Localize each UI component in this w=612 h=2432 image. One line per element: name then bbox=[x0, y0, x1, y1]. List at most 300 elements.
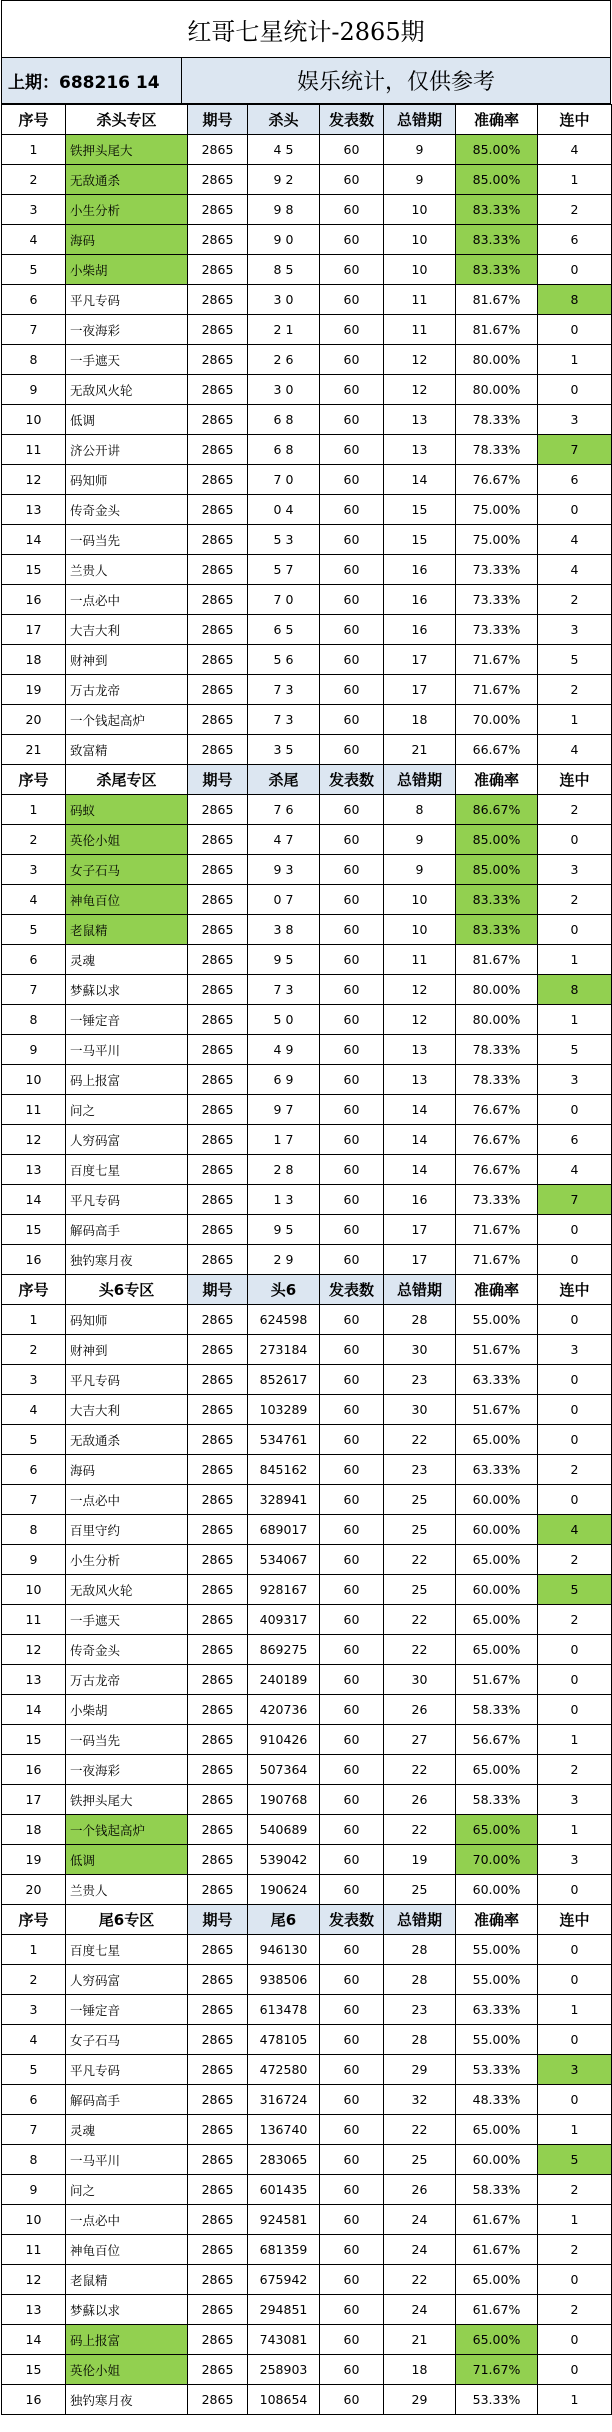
stats-table bbox=[1, 104, 612, 2415]
header-name: 头6专区 bbox=[66, 1275, 188, 1305]
cell-name: 财神到 bbox=[66, 1335, 188, 1365]
cell-index: 20 bbox=[2, 705, 66, 735]
cell-pick: 5 0 bbox=[248, 1005, 320, 1035]
cell-posts: 60 bbox=[320, 1785, 384, 1815]
cell-name: 英伦小姐 bbox=[66, 2355, 188, 2385]
cell-pick: 681359 bbox=[248, 2235, 320, 2265]
cell-index: 4 bbox=[2, 885, 66, 915]
cell-streak: 3 bbox=[538, 1335, 612, 1365]
cell-streak: 0 bbox=[538, 1095, 612, 1125]
cell-accuracy: 65.00% bbox=[456, 1605, 538, 1635]
cell-name: 小生分析 bbox=[66, 1545, 188, 1575]
table-row bbox=[2, 2325, 612, 2355]
cell-misses: 16 bbox=[384, 615, 456, 645]
cell-accuracy: 60.00% bbox=[456, 1485, 538, 1515]
cell-name: 一手遮天 bbox=[66, 345, 188, 375]
cell-streak: 0 bbox=[538, 1245, 612, 1275]
cell-posts: 60 bbox=[320, 885, 384, 915]
cell-index: 6 bbox=[2, 945, 66, 975]
cell-name: 小生分析 bbox=[66, 195, 188, 225]
table-row bbox=[2, 345, 612, 375]
cell-posts: 60 bbox=[320, 1245, 384, 1275]
cell-pick: 273184 bbox=[248, 1335, 320, 1365]
cell-issue: 2865 bbox=[188, 1215, 248, 1245]
table-row bbox=[2, 585, 612, 615]
cell-name: 一夜海彩 bbox=[66, 1755, 188, 1785]
header-index: 序号 bbox=[2, 1275, 66, 1305]
cell-accuracy: 58.33% bbox=[456, 1695, 538, 1725]
cell-misses: 15 bbox=[384, 525, 456, 555]
cell-streak: 3 bbox=[538, 1065, 612, 1095]
cell-misses: 18 bbox=[384, 2355, 456, 2385]
cell-misses: 22 bbox=[384, 1605, 456, 1635]
cell-name: 灵魂 bbox=[66, 945, 188, 975]
cell-misses: 14 bbox=[384, 465, 456, 495]
cell-streak: 0 bbox=[538, 915, 612, 945]
cell-index: 3 bbox=[2, 195, 66, 225]
cell-streak: 0 bbox=[538, 1635, 612, 1665]
cell-name: 平凡专码 bbox=[66, 1365, 188, 1395]
cell-streak: 0 bbox=[538, 1935, 612, 1965]
cell-index: 5 bbox=[2, 255, 66, 285]
cell-index: 20 bbox=[2, 1875, 66, 1905]
cell-pick: 507364 bbox=[248, 1755, 320, 1785]
table-row bbox=[2, 1365, 612, 1395]
cell-pick: 675942 bbox=[248, 2265, 320, 2295]
cell-streak: 2 bbox=[538, 2175, 612, 2205]
table-row bbox=[2, 2385, 612, 2415]
cell-posts: 60 bbox=[320, 555, 384, 585]
cell-posts: 60 bbox=[320, 1755, 384, 1785]
cell-misses: 30 bbox=[384, 1665, 456, 1695]
cell-streak: 2 bbox=[538, 2295, 612, 2325]
table-row bbox=[2, 2175, 612, 2205]
cell-name: 一手遮天 bbox=[66, 1605, 188, 1635]
cell-accuracy: 86.67% bbox=[456, 795, 538, 825]
cell-pick: 3 0 bbox=[248, 375, 320, 405]
cell-misses: 9 bbox=[384, 165, 456, 195]
table-row bbox=[2, 2025, 612, 2055]
cell-name: 传奇金头 bbox=[66, 495, 188, 525]
cell-posts: 60 bbox=[320, 1515, 384, 1545]
cell-name: 一马平川 bbox=[66, 1035, 188, 1065]
cell-posts: 60 bbox=[320, 1725, 384, 1755]
table-row bbox=[2, 135, 612, 165]
cell-posts: 60 bbox=[320, 2055, 384, 2085]
cell-index: 11 bbox=[2, 435, 66, 465]
table-row bbox=[2, 285, 612, 315]
cell-pick: 6 5 bbox=[248, 615, 320, 645]
cell-posts: 60 bbox=[320, 1605, 384, 1635]
cell-issue: 2865 bbox=[188, 1755, 248, 1785]
cell-index: 9 bbox=[2, 1035, 66, 1065]
cell-streak: 0 bbox=[538, 1875, 612, 1905]
cell-streak: 0 bbox=[538, 1215, 612, 1245]
cell-index: 3 bbox=[2, 1365, 66, 1395]
cell-index: 9 bbox=[2, 2175, 66, 2205]
cell-pick: 240189 bbox=[248, 1665, 320, 1695]
cell-index: 13 bbox=[2, 2295, 66, 2325]
cell-issue: 2865 bbox=[188, 1515, 248, 1545]
cell-index: 13 bbox=[2, 495, 66, 525]
cell-issue: 2865 bbox=[188, 1695, 248, 1725]
cell-issue: 2865 bbox=[188, 1725, 248, 1755]
cell-streak: 3 bbox=[538, 2055, 612, 2085]
cell-name: 英伦小姐 bbox=[66, 825, 188, 855]
cell-pick: 4 5 bbox=[248, 135, 320, 165]
section-header-row bbox=[2, 1275, 612, 1305]
table-row bbox=[2, 525, 612, 555]
cell-name: 码知师 bbox=[66, 465, 188, 495]
cell-streak: 0 bbox=[538, 1365, 612, 1395]
cell-streak: 1 bbox=[538, 2205, 612, 2235]
cell-pick: 534761 bbox=[248, 1425, 320, 1455]
cell-pick: 328941 bbox=[248, 1485, 320, 1515]
cell-pick: 190624 bbox=[248, 1875, 320, 1905]
cell-streak: 0 bbox=[538, 315, 612, 345]
cell-pick: 5 3 bbox=[248, 525, 320, 555]
cell-issue: 2865 bbox=[188, 1875, 248, 1905]
header-posts: 发表数 bbox=[320, 765, 384, 795]
cell-index: 8 bbox=[2, 2145, 66, 2175]
cell-index: 16 bbox=[2, 2385, 66, 2415]
cell-posts: 60 bbox=[320, 1485, 384, 1515]
cell-streak: 1 bbox=[538, 1005, 612, 1035]
header-issue: 期号 bbox=[188, 765, 248, 795]
cell-streak: 0 bbox=[538, 1965, 612, 1995]
cell-misses: 28 bbox=[384, 1935, 456, 1965]
cell-accuracy: 83.33% bbox=[456, 255, 538, 285]
cell-accuracy: 65.00% bbox=[456, 1635, 538, 1665]
table-row bbox=[2, 2085, 612, 2115]
cell-misses: 10 bbox=[384, 915, 456, 945]
cell-accuracy: 83.33% bbox=[456, 195, 538, 225]
cell-accuracy: 53.33% bbox=[456, 2055, 538, 2085]
cell-index: 7 bbox=[2, 2115, 66, 2145]
cell-index: 15 bbox=[2, 555, 66, 585]
cell-index: 14 bbox=[2, 1185, 66, 1215]
header-misses: 总错期 bbox=[384, 1275, 456, 1305]
cell-issue: 2865 bbox=[188, 2325, 248, 2355]
cell-pick: 9 2 bbox=[248, 165, 320, 195]
cell-name: 一个钱起高炉 bbox=[66, 1815, 188, 1845]
cell-streak: 7 bbox=[538, 435, 612, 465]
cell-misses: 26 bbox=[384, 1785, 456, 1815]
cell-name: 一马平川 bbox=[66, 2145, 188, 2175]
table-row bbox=[2, 1965, 612, 1995]
cell-accuracy: 81.67% bbox=[456, 315, 538, 345]
cell-streak: 2 bbox=[538, 195, 612, 225]
cell-accuracy: 80.00% bbox=[456, 375, 538, 405]
cell-misses: 22 bbox=[384, 1755, 456, 1785]
cell-index: 2 bbox=[2, 825, 66, 855]
cell-misses: 12 bbox=[384, 1005, 456, 1035]
cell-issue: 2865 bbox=[188, 2265, 248, 2295]
last-issue-result: 上期：688216 14 bbox=[2, 58, 182, 103]
cell-issue: 2865 bbox=[188, 1935, 248, 1965]
cell-accuracy: 53.33% bbox=[456, 2385, 538, 2415]
cell-streak: 1 bbox=[538, 945, 612, 975]
cell-pick: 910426 bbox=[248, 1725, 320, 1755]
cell-pick: 5 6 bbox=[248, 645, 320, 675]
cell-streak: 1 bbox=[538, 345, 612, 375]
cell-pick: 6 8 bbox=[248, 435, 320, 465]
table-row bbox=[2, 2055, 612, 2085]
cell-accuracy: 63.33% bbox=[456, 1455, 538, 1485]
table-row bbox=[2, 705, 612, 735]
cell-name: 万古龙帝 bbox=[66, 675, 188, 705]
cell-misses: 24 bbox=[384, 2205, 456, 2235]
cell-misses: 17 bbox=[384, 645, 456, 675]
table-row bbox=[2, 1485, 612, 1515]
cell-streak: 3 bbox=[538, 1845, 612, 1875]
cell-name: 一个钱起高炉 bbox=[66, 705, 188, 735]
cell-name: 兰贵人 bbox=[66, 555, 188, 585]
cell-index: 7 bbox=[2, 1485, 66, 1515]
cell-posts: 60 bbox=[320, 495, 384, 525]
cell-issue: 2865 bbox=[188, 1605, 248, 1635]
cell-accuracy: 65.00% bbox=[456, 1425, 538, 1455]
cell-issue: 2865 bbox=[188, 2115, 248, 2145]
table-row bbox=[2, 2235, 612, 2265]
cell-index: 6 bbox=[2, 2085, 66, 2115]
cell-index: 9 bbox=[2, 375, 66, 405]
cell-name: 老鼠精 bbox=[66, 915, 188, 945]
cell-misses: 13 bbox=[384, 1065, 456, 1095]
cell-posts: 60 bbox=[320, 1425, 384, 1455]
header-pick: 头6 bbox=[248, 1275, 320, 1305]
table-row bbox=[2, 1215, 612, 1245]
cell-posts: 60 bbox=[320, 1635, 384, 1665]
cell-misses: 12 bbox=[384, 345, 456, 375]
cell-streak: 2 bbox=[538, 1605, 612, 1635]
table-row bbox=[2, 465, 612, 495]
cell-index: 16 bbox=[2, 1755, 66, 1785]
cell-accuracy: 66.67% bbox=[456, 735, 538, 765]
cell-posts: 60 bbox=[320, 1935, 384, 1965]
cell-accuracy: 55.00% bbox=[456, 1305, 538, 1335]
table-row bbox=[2, 855, 612, 885]
cell-posts: 60 bbox=[320, 1965, 384, 1995]
cell-pick: 9 5 bbox=[248, 1215, 320, 1245]
cell-accuracy: 78.33% bbox=[456, 435, 538, 465]
cell-pick: 7 0 bbox=[248, 585, 320, 615]
cell-streak: 4 bbox=[538, 135, 612, 165]
table-row bbox=[2, 1875, 612, 1905]
header-posts: 发表数 bbox=[320, 1905, 384, 1935]
cell-pick: 9 7 bbox=[248, 1095, 320, 1125]
cell-issue: 2865 bbox=[188, 885, 248, 915]
cell-index: 13 bbox=[2, 1665, 66, 1695]
cell-misses: 18 bbox=[384, 705, 456, 735]
cell-pick: 2 8 bbox=[248, 1155, 320, 1185]
cell-pick: 258903 bbox=[248, 2355, 320, 2385]
cell-misses: 23 bbox=[384, 1365, 456, 1395]
table-row bbox=[2, 1395, 612, 1425]
cell-streak: 2 bbox=[538, 675, 612, 705]
cell-streak: 2 bbox=[538, 795, 612, 825]
cell-pick: 409317 bbox=[248, 1605, 320, 1635]
cell-pick: 472580 bbox=[248, 2055, 320, 2085]
cell-accuracy: 58.33% bbox=[456, 1785, 538, 1815]
cell-posts: 60 bbox=[320, 975, 384, 1005]
cell-name: 独钓寒月夜 bbox=[66, 1245, 188, 1275]
cell-posts: 60 bbox=[320, 1065, 384, 1095]
cell-posts: 60 bbox=[320, 2295, 384, 2325]
cell-misses: 29 bbox=[384, 2385, 456, 2415]
cell-posts: 60 bbox=[320, 1815, 384, 1845]
cell-posts: 60 bbox=[320, 315, 384, 345]
cell-misses: 16 bbox=[384, 555, 456, 585]
header-index: 序号 bbox=[2, 765, 66, 795]
header-issue: 期号 bbox=[188, 105, 248, 135]
cell-issue: 2865 bbox=[188, 2295, 248, 2325]
cell-posts: 60 bbox=[320, 375, 384, 405]
cell-pick: 2 9 bbox=[248, 1245, 320, 1275]
cell-posts: 60 bbox=[320, 2145, 384, 2175]
cell-index: 15 bbox=[2, 2355, 66, 2385]
section-header-row bbox=[2, 1905, 612, 1935]
table-row bbox=[2, 615, 612, 645]
cell-accuracy: 60.00% bbox=[456, 2145, 538, 2175]
cell-misses: 28 bbox=[384, 1965, 456, 1995]
cell-name: 无敌风火轮 bbox=[66, 375, 188, 405]
cell-name: 铁押头尾大 bbox=[66, 1785, 188, 1815]
table-row bbox=[2, 2265, 612, 2295]
cell-name: 一码当先 bbox=[66, 525, 188, 555]
cell-pick: 613478 bbox=[248, 1995, 320, 2025]
table-row bbox=[2, 795, 612, 825]
header-pick: 杀头 bbox=[248, 105, 320, 135]
cell-pick: 190768 bbox=[248, 1785, 320, 1815]
cell-streak: 4 bbox=[538, 525, 612, 555]
cell-issue: 2865 bbox=[188, 2085, 248, 2115]
cell-accuracy: 73.33% bbox=[456, 555, 538, 585]
cell-index: 2 bbox=[2, 1965, 66, 1995]
cell-accuracy: 75.00% bbox=[456, 495, 538, 525]
cell-issue: 2865 bbox=[188, 315, 248, 345]
table-row bbox=[2, 1155, 612, 1185]
cell-posts: 60 bbox=[320, 2235, 384, 2265]
cell-pick: 601435 bbox=[248, 2175, 320, 2205]
cell-name: 大吉大利 bbox=[66, 615, 188, 645]
cell-name: 梦蘇以求 bbox=[66, 2295, 188, 2325]
cell-posts: 60 bbox=[320, 2175, 384, 2205]
cell-misses: 22 bbox=[384, 2265, 456, 2295]
cell-posts: 60 bbox=[320, 825, 384, 855]
cell-misses: 27 bbox=[384, 1725, 456, 1755]
cell-issue: 2865 bbox=[188, 1965, 248, 1995]
cell-misses: 22 bbox=[384, 2115, 456, 2145]
cell-posts: 60 bbox=[320, 915, 384, 945]
cell-name: 大吉大利 bbox=[66, 1395, 188, 1425]
cell-accuracy: 60.00% bbox=[456, 1575, 538, 1605]
table-row bbox=[2, 1035, 612, 1065]
cell-misses: 32 bbox=[384, 2085, 456, 2115]
cell-issue: 2865 bbox=[188, 525, 248, 555]
cell-accuracy: 58.33% bbox=[456, 2175, 538, 2205]
cell-pick: 108654 bbox=[248, 2385, 320, 2415]
cell-pick: 534067 bbox=[248, 1545, 320, 1575]
cell-streak: 0 bbox=[538, 375, 612, 405]
cell-name: 神龟百位 bbox=[66, 2235, 188, 2265]
cell-issue: 2865 bbox=[188, 495, 248, 525]
cell-streak: 3 bbox=[538, 615, 612, 645]
header-misses: 总错期 bbox=[384, 1905, 456, 1935]
header-posts: 发表数 bbox=[320, 1275, 384, 1305]
cell-posts: 60 bbox=[320, 615, 384, 645]
cell-accuracy: 75.00% bbox=[456, 525, 538, 555]
cell-misses: 10 bbox=[384, 885, 456, 915]
cell-pick: 294851 bbox=[248, 2295, 320, 2325]
cell-streak: 4 bbox=[538, 1515, 612, 1545]
table-row bbox=[2, 1935, 612, 1965]
cell-index: 7 bbox=[2, 975, 66, 1005]
header-index: 序号 bbox=[2, 105, 66, 135]
cell-name: 独钓寒月夜 bbox=[66, 2385, 188, 2415]
cell-pick: 938506 bbox=[248, 1965, 320, 1995]
cell-streak: 0 bbox=[538, 1665, 612, 1695]
cell-streak: 1 bbox=[538, 1815, 612, 1845]
header-issue: 期号 bbox=[188, 1905, 248, 1935]
cell-posts: 60 bbox=[320, 585, 384, 615]
cell-accuracy: 83.33% bbox=[456, 915, 538, 945]
cell-misses: 23 bbox=[384, 1455, 456, 1485]
cell-index: 21 bbox=[2, 735, 66, 765]
table-row bbox=[2, 1725, 612, 1755]
cell-streak: 1 bbox=[538, 705, 612, 735]
cell-streak: 3 bbox=[538, 1785, 612, 1815]
cell-issue: 2865 bbox=[188, 2175, 248, 2205]
cell-misses: 22 bbox=[384, 1425, 456, 1455]
cell-pick: 5 7 bbox=[248, 555, 320, 585]
cell-issue: 2865 bbox=[188, 435, 248, 465]
cell-index: 1 bbox=[2, 1305, 66, 1335]
header-name: 尾6专区 bbox=[66, 1905, 188, 1935]
cell-streak: 4 bbox=[538, 1155, 612, 1185]
cell-issue: 2865 bbox=[188, 1665, 248, 1695]
cell-issue: 2865 bbox=[188, 465, 248, 495]
cell-posts: 60 bbox=[320, 1395, 384, 1425]
cell-issue: 2865 bbox=[188, 2235, 248, 2265]
cell-accuracy: 61.67% bbox=[456, 2295, 538, 2325]
cell-misses: 19 bbox=[384, 1845, 456, 1875]
cell-streak: 4 bbox=[538, 735, 612, 765]
cell-accuracy: 85.00% bbox=[456, 855, 538, 885]
cell-name: 一夜海彩 bbox=[66, 315, 188, 345]
section-header-row bbox=[2, 765, 612, 795]
cell-index: 7 bbox=[2, 315, 66, 345]
cell-streak: 0 bbox=[538, 1695, 612, 1725]
cell-misses: 25 bbox=[384, 1485, 456, 1515]
cell-accuracy: 76.67% bbox=[456, 465, 538, 495]
cell-name: 平凡专码 bbox=[66, 285, 188, 315]
cell-name: 低调 bbox=[66, 405, 188, 435]
cell-accuracy: 80.00% bbox=[456, 1005, 538, 1035]
cell-issue: 2865 bbox=[188, 1995, 248, 2025]
cell-streak: 0 bbox=[538, 1395, 612, 1425]
cell-posts: 60 bbox=[320, 465, 384, 495]
cell-accuracy: 73.33% bbox=[456, 615, 538, 645]
cell-issue: 2865 bbox=[188, 1425, 248, 1455]
cell-issue: 2865 bbox=[188, 1815, 248, 1845]
header-misses: 总错期 bbox=[384, 765, 456, 795]
cell-pick: 9 5 bbox=[248, 945, 320, 975]
cell-pick: 4 7 bbox=[248, 825, 320, 855]
cell-pick: 478105 bbox=[248, 2025, 320, 2055]
table-row bbox=[2, 825, 612, 855]
cell-index: 8 bbox=[2, 345, 66, 375]
